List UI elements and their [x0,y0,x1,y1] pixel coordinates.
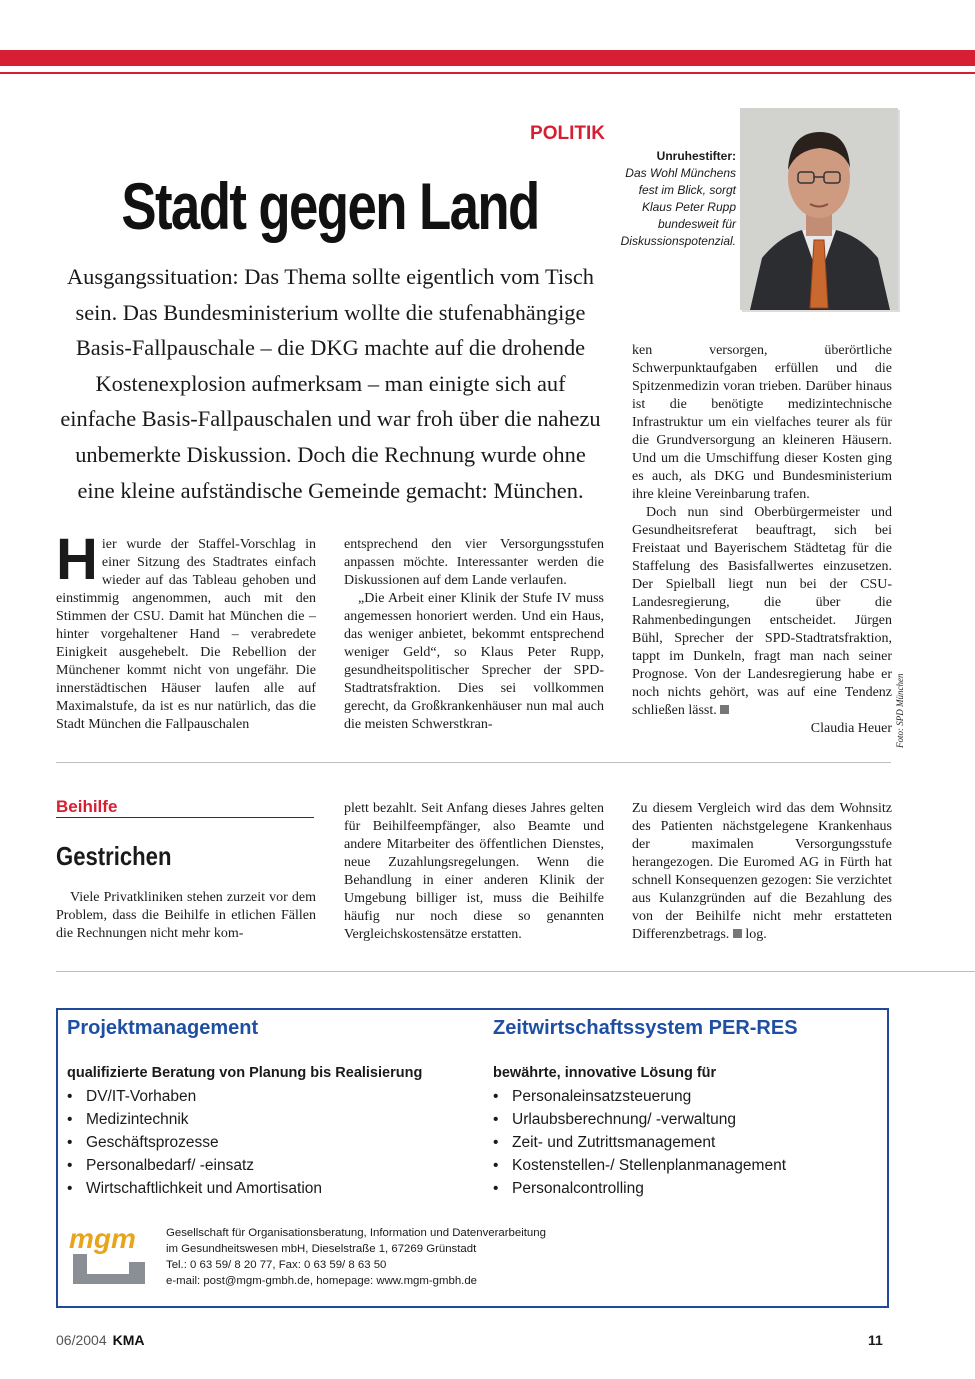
company-line: im Gesundheitswesen mbH, Dieselstraße 1, 67269 Grünstadt [166,1243,477,1255]
beihilfe-column-3 [632,800,892,944]
article-column-2 [344,536,604,734]
article-col3-p1: ken versorgen, überörtliche Schwerpunktaufgaben erfüllen und die Spitzenmedizin voran trieben. Darüber hinaus ist die benötigte medizintechnische Infrastruktur um ein vielfaches teurer als für die Grundversorgung an kleineren Häusern. Und um die Umschiffung dieser Kosten ging es auch, als DKG und Bundesministerium ihre kleine Vereinbarung trafen. [632,343,892,502]
issue-date: 06/2004 [56,1332,107,1348]
beihilfe-col3-p [632,800,892,944]
beihilfe-column-2 [344,800,604,944]
article-col2-p1: entsprechend den vier Versorgungsstufen anpassen möchte. Interessanter werden die Diskussionen auf dem Lande verlaufen. [344,537,604,588]
list-item: • Geschäftsprozesse [65,1131,322,1154]
article-col1-text: ier wurde der Staffel-Vorschlag in einer Sitzung des Stadtrates einfach wieder auf das Tableau gehoben und einstimmig angenommen, auch mit den Stimmen der CSU. Damit hat München die – hinter vorgehaltener Hand – verabredete Einigkeit ausgehebelt. Die Rebellion der Münchener kommt nicht von ungefähr. Die innerstädtischen Häuser laufen alle auf Maximalstufe, da ist es nur natürlich, das die Stadt München die Fallpauschalen [56,537,316,732]
list-item: • Personaleinsatzsteuerung [491,1085,786,1108]
footer-issue [56,1332,145,1348]
photo-caption [610,148,736,250]
ad-right-subtitle: bewährte, innovative Lösung für [493,1065,717,1081]
mgm-logo-text: mgm [69,1223,136,1254]
end-mark-icon [720,705,729,714]
list-item: • Wirtschaftlichkeit und Amortisation [65,1177,322,1200]
top-red-bar [0,50,975,66]
ad-left-title: Projektmanagement [67,1017,259,1039]
beihilfe-col1-text: Viele Privatkliniken stehen zurzeit vor dem Problem, dass die Beihilfe in etlichen Fällen die Rechnungen nicht mehr kom- [56,890,316,941]
article-col3-p2 [632,504,892,720]
list-item: • Personalcontrolling [491,1177,786,1200]
author: Claudia Heuer [810,721,892,736]
mgm-logo-icon [67,1222,147,1292]
ad-left-subtitle: qualifizierte Beratung von Planung bis Realisierung [67,1065,423,1081]
beihilfe-kicker: Beihilfe [56,797,314,818]
list-item: • Kostenstellen-/ Stellenplanmanagement [491,1154,786,1177]
list-item: • Medizintechnik [65,1108,322,1131]
caption-head: Unruhestifter: [656,149,736,163]
article-title: Stadt gegen Land [121,169,539,243]
portrait-illustration [740,108,898,310]
ad-right-list [491,1085,786,1200]
dropcap: H [56,527,98,592]
end-mark-icon [733,929,742,938]
divider [56,971,975,972]
ad-right-title: Zeitwirtschaftssystem PER-RES [493,1017,798,1039]
magazine-name: KMA [112,1332,145,1348]
divider [56,762,891,763]
article-col3-p2-text: Doch nun sind Oberbürgermeister und Gesundheitsreferat beauftragt, sich bei Freistaat und Bayerischem Städtetag für die Staffelung des Basisfallwertes einzusetzen. Der Spielball liegt nun bei der CSU-Landesregierung, die über die Rahmenbedingungen entscheidet. Jürgen Bühl, Sprecher der SPD-Stadtratsfraktion, tappt im Dunkeln, fragt man nach seiner Prognose. Von der Landesregierung habe er noch nichts gehört, was auf eine Tendenz schließen lässt. [632,505,892,718]
beihilfe-column-1 [56,889,316,943]
article-col2-p2: „Die Arbeit einer Klinik der Stufe IV muss angemessen honoriert werden. Und ein Haus, das weniger anbietet, bekommt entsprechend weniger Geld“, so Klaus Peter Rupp, gesundheitspolitischer Sprecher der SPD-Stadtratsfraktion. Dies sei vollkommen gerecht, da Großkrankenhäuser nun mal auch die meisten Schwerstkran- [344,591,604,732]
ad-left-list [65,1085,322,1200]
photo-credit: Foto: SPD München [895,673,905,748]
company-line: Tel.: 0 63 59/ 8 20 77, Fax: 0 63 59/ 8 63 50 [166,1259,387,1271]
list-item: • Urlaubsberechnung/ -verwaltung [491,1108,786,1131]
beihilfe-title: Gestrichen [56,841,172,871]
beihilfe-col3-text: Zu diesem Vergleich wird das dem Wohnsitz des Patienten nächstgelegene Krankenhaus der maximalen Versorgungsstufe herangezogen. Die Euromed AG in Fürth hat schnell Konsequenzen gezogen: Sie verzichtet aus Kulanzgründen auf die Bezahlung des von der Beihilfe nicht mehr erstatteten Differenzbetrags. [632,801,892,942]
section-label: POLITIK [530,123,605,144]
top-red-line [0,72,975,74]
article-column-1 [56,527,316,734]
article-column-3 [632,342,892,738]
list-item: • Zeit- und Zutrittsmanagement [491,1131,786,1154]
article-lead: Ausgangssituation: Das Thema sollte eigentlich vom Tisch sein. Das Bundesministerium wollte die stufenabhängige Basis-Fallpauschale – die DKG machte auf die drohende Kostenexplosion aufmerksam – man einigte sich auf einfache Basis-Fallpauschalen und war froh über die nahezu unbemerkte Diskussion. Doch die Rechnung wurde ohne eine kleine aufständische Gemeinde gemacht: München. [60,264,601,503]
company-line: e-mail: post@mgm-gmbh.de, homepage: www.mgm-gmbh.de [166,1275,478,1287]
portrait-photo [740,108,898,310]
page-number: 11 [868,1332,883,1348]
caption-text: Das Wohl Münchens fest im Blick, sorgt Klaus Peter Rupp bundesweit für Diskussionspotenzial. [620,166,736,248]
mgm-advertisement [56,1008,889,1308]
beihilfe-sign: log. [745,927,767,942]
list-item: • DV/IT-Vorhaben [65,1085,322,1108]
list-item: • Personalbedarf/ -einsatz [65,1154,322,1177]
company-info [166,1225,546,1289]
beihilfe-col2-text: plett bezahlt. Seit Anfang dieses Jahres gelten für Beihilfeempfänger, also Beamte und andere Mitarbeiter des öffentlichen Dienstes, neue Zuzahlungsregelungen. Wenn die Behandlung in einer anderen Klinik der Umgebung billiger ist, muss die Beihilfe häufig nur noch diese so genannten Vergleichskostensätze erstatten. [344,801,604,942]
company-line: Gesellschaft für Organisationsberatung, Information und Datenverarbeitung [166,1227,546,1239]
